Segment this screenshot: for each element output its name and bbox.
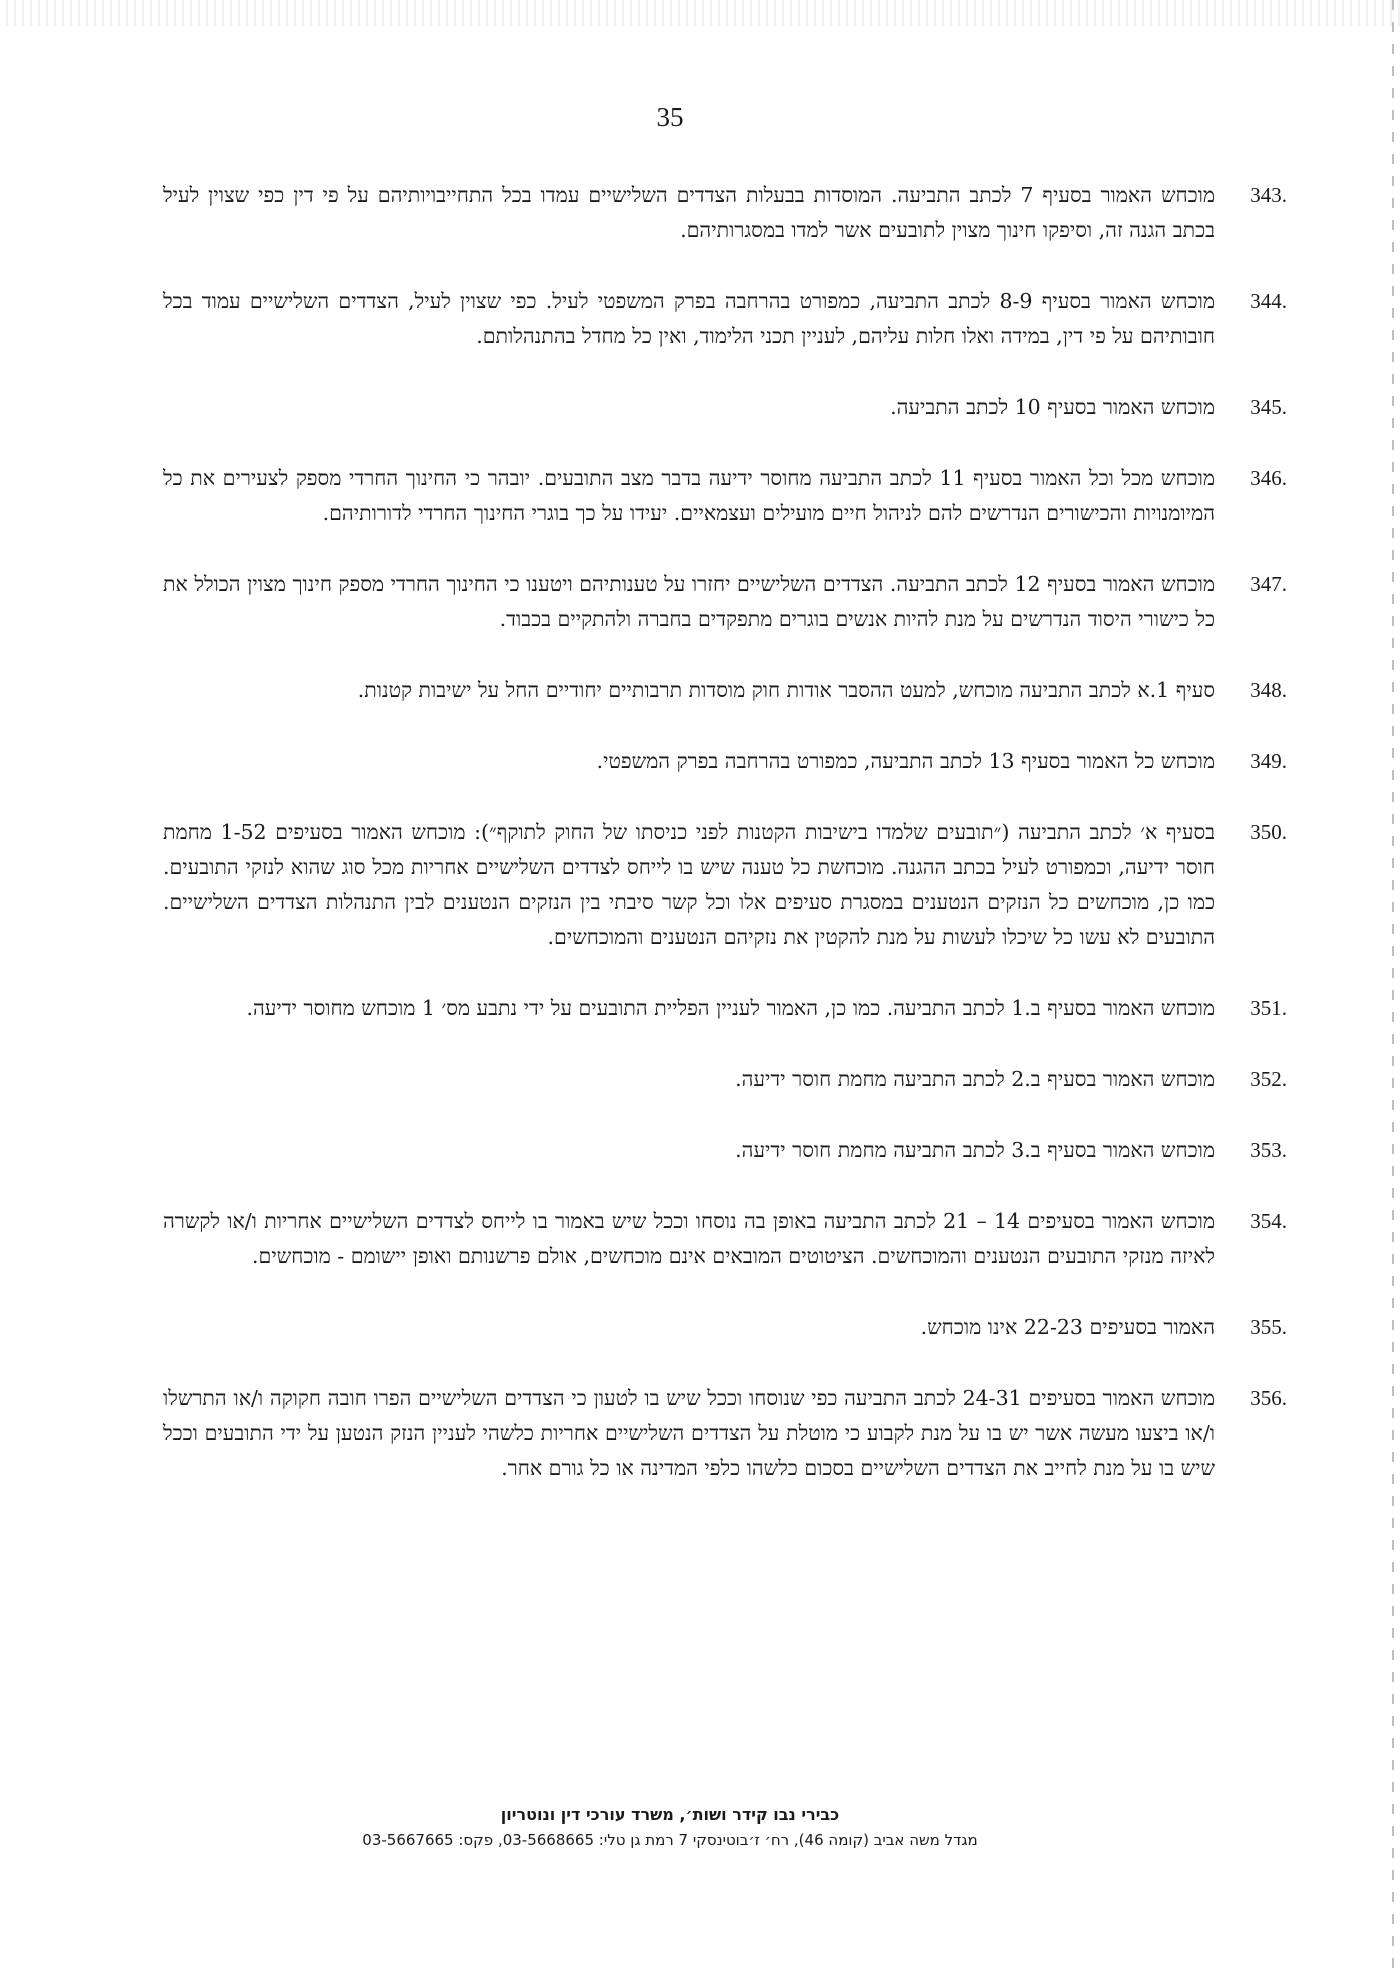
page-number: 35 — [656, 102, 684, 132]
clause-list — [163, 178, 1287, 1522]
scan-artifact-top — [0, 0, 1400, 26]
firm-name: כבירי נבו קידר ושות׳, משרד עורכי דין ונוטריון — [500, 1805, 840, 1824]
clause-text: מוכחש האמור בסעיף 7 לכתב התביעה. המוסדות בבעלות הצדדים השלישיים עמדו בכל התחייבויותיהם על פי דין כפי שצוין לעיל בכתב הגנה זה, וסיפקו חינוך מצוין לתובעים אשר למדו במסגרותיהם. — [163, 183, 1216, 242]
clause-352 — [163, 1062, 1287, 1097]
clause-343 — [163, 178, 1287, 248]
clause-344 — [163, 284, 1287, 354]
clause-text: האמור בסעיפים 22-23 אינו מוכחש. — [920, 1315, 1215, 1339]
clause-text: מוכחש האמור בסעיף 10 לכתב התביעה. — [890, 395, 1215, 419]
clause-351 — [163, 991, 1287, 1026]
clause-353 — [163, 1133, 1287, 1168]
clause-350 — [163, 815, 1287, 955]
clause-356 — [163, 1381, 1287, 1486]
firm-address: מגדל משה אביב (קומה 46), רח׳ ז׳בוטינסקי 7 רמת גן טלי: 03-5668665, פקס: 03-5667665 — [362, 1831, 978, 1849]
clause-347 — [163, 567, 1287, 637]
clause-number: 348. — [1250, 678, 1287, 702]
clause-text: מוכחש האמור בסעיף ב.3 לכתב התביעה מחמת חוסר ידיעה. — [735, 1138, 1215, 1162]
clause-text: מוכחש האמור בסעיפים 14 – 21 לכתב התביעה באופן בה נוסחו וככל שיש באמור בו לייחס לצדדים השלישיים אחריות ו/או לקשרה לאיזה מנזקי התובעים הנטענים והמוכחשים. הציטוטים המובאים אינם מוכחשים, אולם פרשנותם ואופן יישומם - מוכחשים. — [163, 1209, 1215, 1268]
clause-text: מוכחש האמור בסעיף 8-9 לכתב התביעה, כמפורט בהרחבה בפרק המשפטי לעיל. כפי שצוין לעיל, הצדדים השלישיים עמוד בכל חובותיהם על פי דין, במידה ואלו חלות עליהם, לעניין תכני הלימוד, ואין כל מחדל בהתנהלותם. — [163, 289, 1215, 348]
clause-349 — [163, 744, 1287, 779]
scan-artifact-right — [1392, 0, 1394, 1977]
clause-number: 344. — [1250, 289, 1287, 313]
clause-345 — [163, 390, 1287, 425]
clause-number: 343. — [1250, 183, 1287, 207]
clause-number: 347. — [1250, 572, 1287, 596]
clause-number: 356. — [1250, 1386, 1287, 1410]
clause-number: 351. — [1250, 996, 1287, 1020]
clause-number: 346. — [1250, 466, 1287, 490]
clause-number: 349. — [1250, 749, 1287, 773]
clause-text: מוכחש האמור בסעיף ב.1 לכתב התביעה. כמו כן, האמור לעניין הפליית התובעים על ידי נתבע מס׳ 1 מוכחש מחוסר ידיעה. — [246, 996, 1215, 1020]
clause-text: מוכחש כל האמור בסעיף 13 לכתב התביעה, כמפורט בהרחבה בפרק המשפטי. — [596, 749, 1215, 773]
clause-number: 354. — [1250, 1209, 1287, 1233]
clause-346 — [163, 461, 1287, 531]
clause-number: 353. — [1250, 1138, 1287, 1162]
clause-text: סעיף 1.א לכתב התביעה מוכחש, למעט ההסבר אודות חוק מוסדות תרבותיים יחודיים החל על ישיבות קטנות. — [357, 678, 1215, 702]
clause-number: 345. — [1250, 395, 1287, 419]
clause-number: 352. — [1250, 1067, 1287, 1091]
clause-text: מוכחש האמור בסעיף 12 לכתב התביעה. הצדדים השלישיים יחזרו על טענותיהם ויטענו כי החינוך החרדי מספק חינוך מצוין הכולל את כל כישורי היסוד הנדרשים על מנת להיות אנשים בוגרים מתפקדים בחברה ולהתקיים בכבוד. — [163, 572, 1216, 631]
page-footer — [0, 1802, 1340, 1852]
clause-text: מוכחש מכל וכל האמור בסעיף 11 לכתב התביעה מחוסר ידיעה בדבר מצב התובעים. יובהר כי החינוך החרדי מספק לצעירים את כל המיומנויות והכישורים הנדרשים להם לניהול חיים מועילים ועצמאיים. יעידו על כך בוגרי החינוך החרדי לדורותיהם. — [163, 466, 1215, 525]
clause-text: מוכחש האמור בסעיף ב.2 לכתב התביעה מחמת חוסר ידיעה. — [735, 1067, 1215, 1091]
clause-number: 355. — [1250, 1315, 1287, 1339]
clause-355 — [163, 1310, 1287, 1345]
clause-354 — [163, 1204, 1287, 1274]
clause-text: מוכחש האמור בסעיפים 24-31 לכתב התביעה כפי שנוסחו וככל שיש בו לטעון כי הצדדים השלישיים הפרו חובה חקוקה ו/או התרשלו ו/או ביצעו מעשה אשר יש בו על מנת לקבוע כי מוטלת על הצדדים השלישיים אחריות כלשהי לעניין הנזק הנטען על ידי התובעים וככל שיש בו על מנת לחייב את הצדדים השלישיים בסכום כלשהו כלפי המדינה או כל גורם אחר. — [163, 1386, 1215, 1480]
clause-number: 350. — [1250, 820, 1287, 844]
clause-text: בסעיף א׳ לכתב התביעה (״תובעים שלמדו בישיבות הקטנות לפני כניסתו של החוק לתוקף״): מוכחש האמור בסעיפים 1-52 מחמת חוסר ידיעה, וכמפורט לעיל בכתב ההגנה. מוכחשת כל טענה שיש בו לייחס לצדדים השלישיים אחריות מכל סוג שהוא לנזקי התובעים. כמו כן, מוכחשים כל הנזקים הנטענים במסגרת סעיפים אלו וכל קשר סיבתי בין הנזקים הנטענים לבין התנהלות הצדדים השלישיים. התובעים לא עשו כל שיכלו לעשות על מנת להקטין את נזקיהם הנטענים והמוכחשים. — [163, 820, 1215, 949]
clause-348 — [163, 673, 1287, 708]
